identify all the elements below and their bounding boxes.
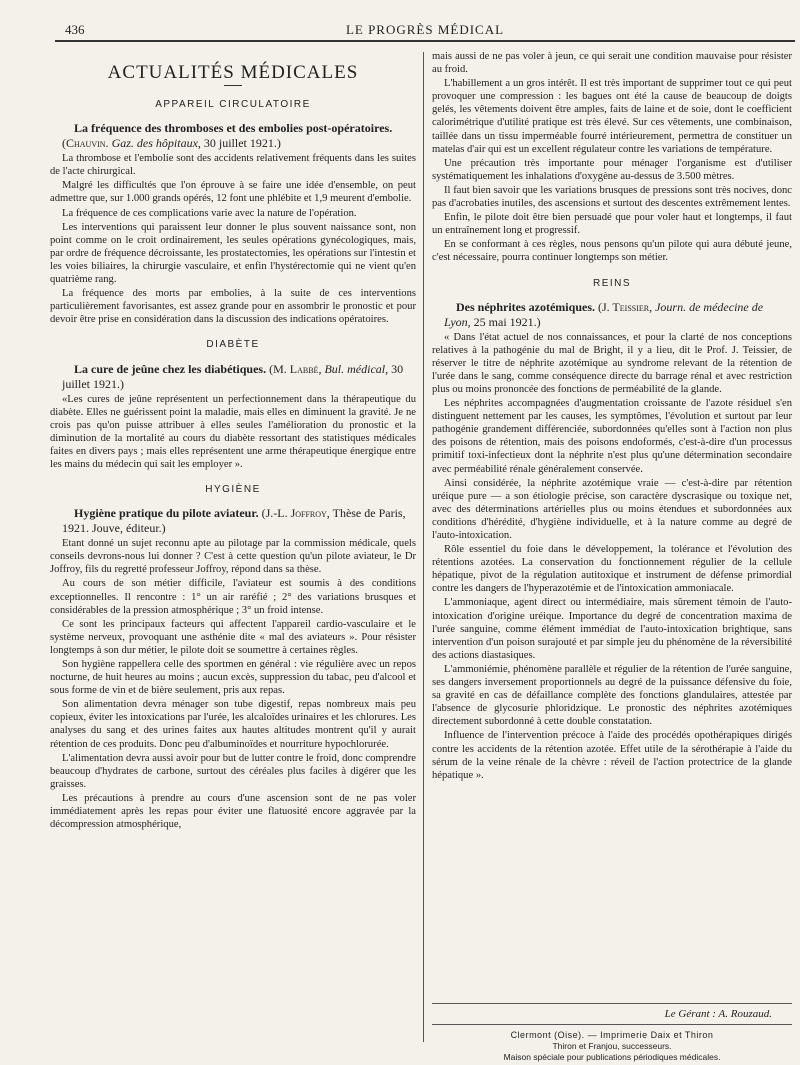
paragraph: «Les cures de jeûne représentent un perfectionnement dans la thérapeutique du diabète. Elles ne guérissent point la maladie, mais elles en diminuent la gravité. Je ne crois pas qu'on puisse attribuer à elles seules l'amélioration du pronostic et la diminution de la mortalité au cours du diabète ressortant des statistiques médicales faites en divers pays ; mais elles représentent une arme thérapeutique énergique entre les mains du médecin qui sait les employer ». [50, 393, 416, 470]
article-headline: Hygiène pratique du pilote aviateur. [74, 506, 259, 521]
paragraph: Son alimentation devra ménager son tube digestif, repas nombreux mais peu copieux, éviter les intoxications par l'urée, les alcaloïdes urinaires et les chlorures. Les analyses du sang et des urines faites aux hautes altitudes montrent qu'il y aurait rétention de ces produits. Donc peu d'albuminoïdes et nourriture hypochlorurée. [50, 699, 416, 750]
paragraph: Rôle essentiel du foie dans le développement, la tolérance et l'évolution des rétentions azotées. La conservation du fonctionnement régulier de la cellule hépatique, pivot de la régulation autitoxique et instrument de défense primordial contre les dangers de l'hyperazotémie et de l'intoxication ammoniacale. [432, 544, 792, 595]
paragraph: L'habillement a un gros intérêt. Il est très important de supprimer tout ce qui peut provoquer une compression : les bagues ont été la cause de beaucoup de doigts gelés, les vêtements doivent être amples, faits de laine et de soie, dont le coefficient calorimétrique d'utilité pratique est très élevé. Sur ces vêtements, une combinaison, taillée dans un tissu imperméable fourré intérieurement, permettra de constituer un matelas d'air qui est un excellent régulateur contre les variations de température. [432, 78, 792, 155]
paragraph: L'ammoniaque, agent direct ou intermédiaire, mais sûrement témoin de l'auto-intoxication d'origine uréique. Importance du degré de concentration maxima de l'urée sanguine, comme élément immédiat de l'auto-intoxication brightique, sans intervention d'un poison surajouté et par simple jeu du phénomène de la réversibilité des actions diastasiques. [432, 597, 792, 661]
paragraph: En se conformant à ces règles, nous pensons qu'un pilote qui aura débuté jeune, c'est nécessaire, pourra continuer longtemps son métier. [432, 239, 792, 264]
printer-info [432, 1030, 792, 1063]
printer-line: Maison spéciale pour publications périodiques médicales. [503, 1052, 721, 1062]
article-date: 25 mai 1921.) [473, 314, 541, 329]
article-headline: Des néphrites azotémiques. [456, 299, 595, 314]
article-title [50, 121, 416, 151]
imprint-rule [432, 1024, 792, 1025]
article-source: Gaz. des hôpitaux, [111, 136, 201, 151]
page-number: 436 [65, 22, 85, 37]
article-date: 30 juillet 1921.) [62, 361, 404, 391]
paragraph: Les néphrites accompagnées d'augmentation croissante de l'azote résiduel s'en distinguent nettement par les causes, les symptômes, l'évolution et surtout par leur pathogénie grandement différenciée, subordonnées qu'elles sont à l'action non plus des poisons de rétention, mais des poisons endoformés, c'est-à-dire d'un processus primitif toxi-infectieux dont la néphrite n'est plus qu'une détermination secondaire avec perméabilité rénale généralement conservée. [432, 398, 792, 475]
paragraph: Malgré les difficultés que l'on éprouve à se faire une idée d'ensemble, on peut admettre que, sur 1.000 grands opérés, 12 font une phlébite et 1,9 meurent d'embolie. [50, 180, 416, 205]
article-author: (M. Labbé, [269, 361, 322, 376]
managing-editor-signature: Le Gérant : A. Rouzaud. [664, 1008, 772, 1020]
article-author: (J. Teissier, [597, 299, 653, 314]
article-source: Thèse de Paris, 1921. Jouve, éditeur.) [62, 506, 406, 536]
paragraph: Il faut bien savoir que les variations brusques de pressions sont très nocives, donc pas d'acrobaties inutiles, des ascensions et surtout des descentes extrêmement lentes. [432, 184, 792, 210]
paragraph: mais aussi de ne pas voler à jeun, ce qui serait une condition mauvaise pour résister au froid. [432, 51, 792, 76]
heading-dash [224, 85, 242, 86]
article-source: Bul. médical, [324, 361, 389, 376]
paragraph: « Dans l'état actuel de nos connaissances, et pour la clarté de nos conceptions relatives à la pathogénie du mal de Bright, il y a lieu, dit le Prof. J. Teissier, de réserver le titre de néphrite azotémique au syndrome relevant de la rétention de l'urée dans le sang, comme conséquence directe du barrage rénal et avec restriction plus ou moins prononcée des fonctions de perméabilité de la glande. [432, 331, 792, 395]
article-title [432, 300, 792, 330]
section-heading: APPAREIL CIRCULATOIRE [155, 99, 311, 111]
paragraph: La thrombose et l'embolie sont des accidents relativement fréquents dans les suites de l'acte chirurgical. [50, 153, 416, 178]
article-headline: La fréquence des thromboses et des embolies post-opératoires. [74, 121, 393, 136]
main-heading: ACTUALITÉS MÉDICALES [107, 62, 359, 83]
page-header [55, 20, 795, 40]
article-headline: La cure de jeûne chez les diabétiques. [74, 361, 267, 376]
imprint-block [432, 1003, 792, 1063]
section-heading: DIABÈTE [206, 339, 260, 351]
section-heading: REINS [592, 277, 632, 289]
article-author: (Chauvin. [62, 136, 109, 151]
left-column [50, 52, 416, 832]
column-divider [423, 52, 424, 1042]
header-rule [55, 40, 795, 42]
paragraph: Etant donné un sujet reconnu apte au pilotage par la commission médicale, quels conseils devrons-nous lui donner ? C'est à cette question qu'un pilote aviateur, le Dr Joffroy, fils du regretté professeur Joffroy, répond dans sa thèse. [50, 538, 416, 576]
article-source: Journ. de médecine de Lyon, [444, 299, 764, 329]
paragraph: Son hygiène rappellera celle des sportmen en général : vie régulière avec un repos nocturne, de huit heures au moins ; aucun excès, suppression du tabac, peu d'alcool et sous forme de vin et de bière seulement, pris aux repas. [50, 659, 416, 697]
paragraph: L'alimentation devra aussi avoir pour but de lutter contre le froid, donc comprendre beaucoup d'hydrates de carbone, surtout des céréales plus faciles à digérer que les graisses. [50, 752, 416, 790]
imprint-rule [432, 1003, 792, 1004]
paragraph: Ce sont les principaux facteurs qui affectent l'appareil cardio-vasculaire et le système nerveux, provoquant une asthénie dite « mal des aviateurs ». Pour résister longtemps à son dur métier, le pilote doit se soumettre à certaines règles. [50, 618, 416, 656]
paragraph: Les précautions à prendre au cours d'une ascension sont de ne pas voler immédiatement après les repas pour éviter une flatuosité encore aggravée par la décompression atmosphérique, [50, 792, 416, 831]
paragraph: L'ammoniémie, phénomène parallèle et régulier de la rétention de l'urée sanguine, ses dangers inversement proportionnels au degré de la puissance défensive du foie, sa gravité en cas de défaillance complète des fonctions glandulaires, attestée par l'absence de glycosurie phloridzique. Le pronostic des néphrites azotémiques directement subordonné à cette double constatation. [432, 663, 792, 728]
paragraph: Une précaution très importante pour ménager l'organisme est d'utiliser systématiquement les inhalations d'oxygène au-dessus de 3.500 mètres. [432, 157, 792, 182]
paragraph: Ainsi considérée, la néphrite azotémique vraie — c'est-à-dire par rétention uréique pure — a son étiologie précise, son caractère dyscrasique ou toxique net, avec des déterminations artérielles plus ou moins étendues et subordonnées aux conditions d'hérédité, d'hygiène individuelle, et à la nature comme au degré de l'auto-intoxication. [432, 477, 792, 541]
article-date: 30 juillet 1921.) [203, 136, 281, 151]
right-column [432, 50, 792, 783]
paragraph: Influence de l'intervention précoce à l'aide des procédés opothérapiques dirigés contre les accidents de la rétention azotée. Effet utile de la sérothérapie à l'aide du sérum de la veine rénale de la chèvre : réveil de l'action protectrice de la glande hépatique ». [432, 730, 792, 781]
paragraph: La fréquence de ces complications varie avec la nature de l'opération. [62, 207, 357, 219]
article-author: (J.-L. Joffroy, [261, 506, 330, 521]
paragraph: La fréquence des morts par embolies, à la suite de ces interventions particulièrement favorisantes, est assez grande pour en assombrir le pronostic et pour devoir être prise en considération dans la discussion des indications opératoires. [50, 288, 416, 326]
paragraph: Au cours de son métier difficile, l'aviateur est soumis à des conditions exceptionnelles. Il rencontre : 1° un air raréfié ; 2° des variations brusques et considérables de la pression atmosphérique ; 3° un froid intense. [50, 578, 416, 616]
journal-title: LE PROGRÈS MÉDICAL [345, 22, 505, 37]
printer-line: Clermont (Oise). — Imprimerie Daix et Thiron [510, 1030, 714, 1040]
article-title [50, 362, 416, 392]
article-title [50, 506, 416, 536]
paragraph: Enfin, le pilote doit être bien persuadé que pour voler haut et longtemps, il faut un entraînement long et progressif. [432, 212, 792, 237]
printer-line: Thiron et Franjou, successeurs. [552, 1041, 672, 1051]
paragraph: Les interventions qui paraissent leur donner le plus souvent naissance sont, non point comme on le croit ordinairement, les seules opérations gynécologiques, mais, par ordre de fréquence décroissante, les prostatectomies, les opérations sur l'intestin et les voies biliaires, la chirurgie vasculaire, et enfin l'hystérectomie qui ne vient qu'en quatrième rang. [50, 221, 416, 286]
section-heading: HYGIÈNE [205, 484, 261, 496]
